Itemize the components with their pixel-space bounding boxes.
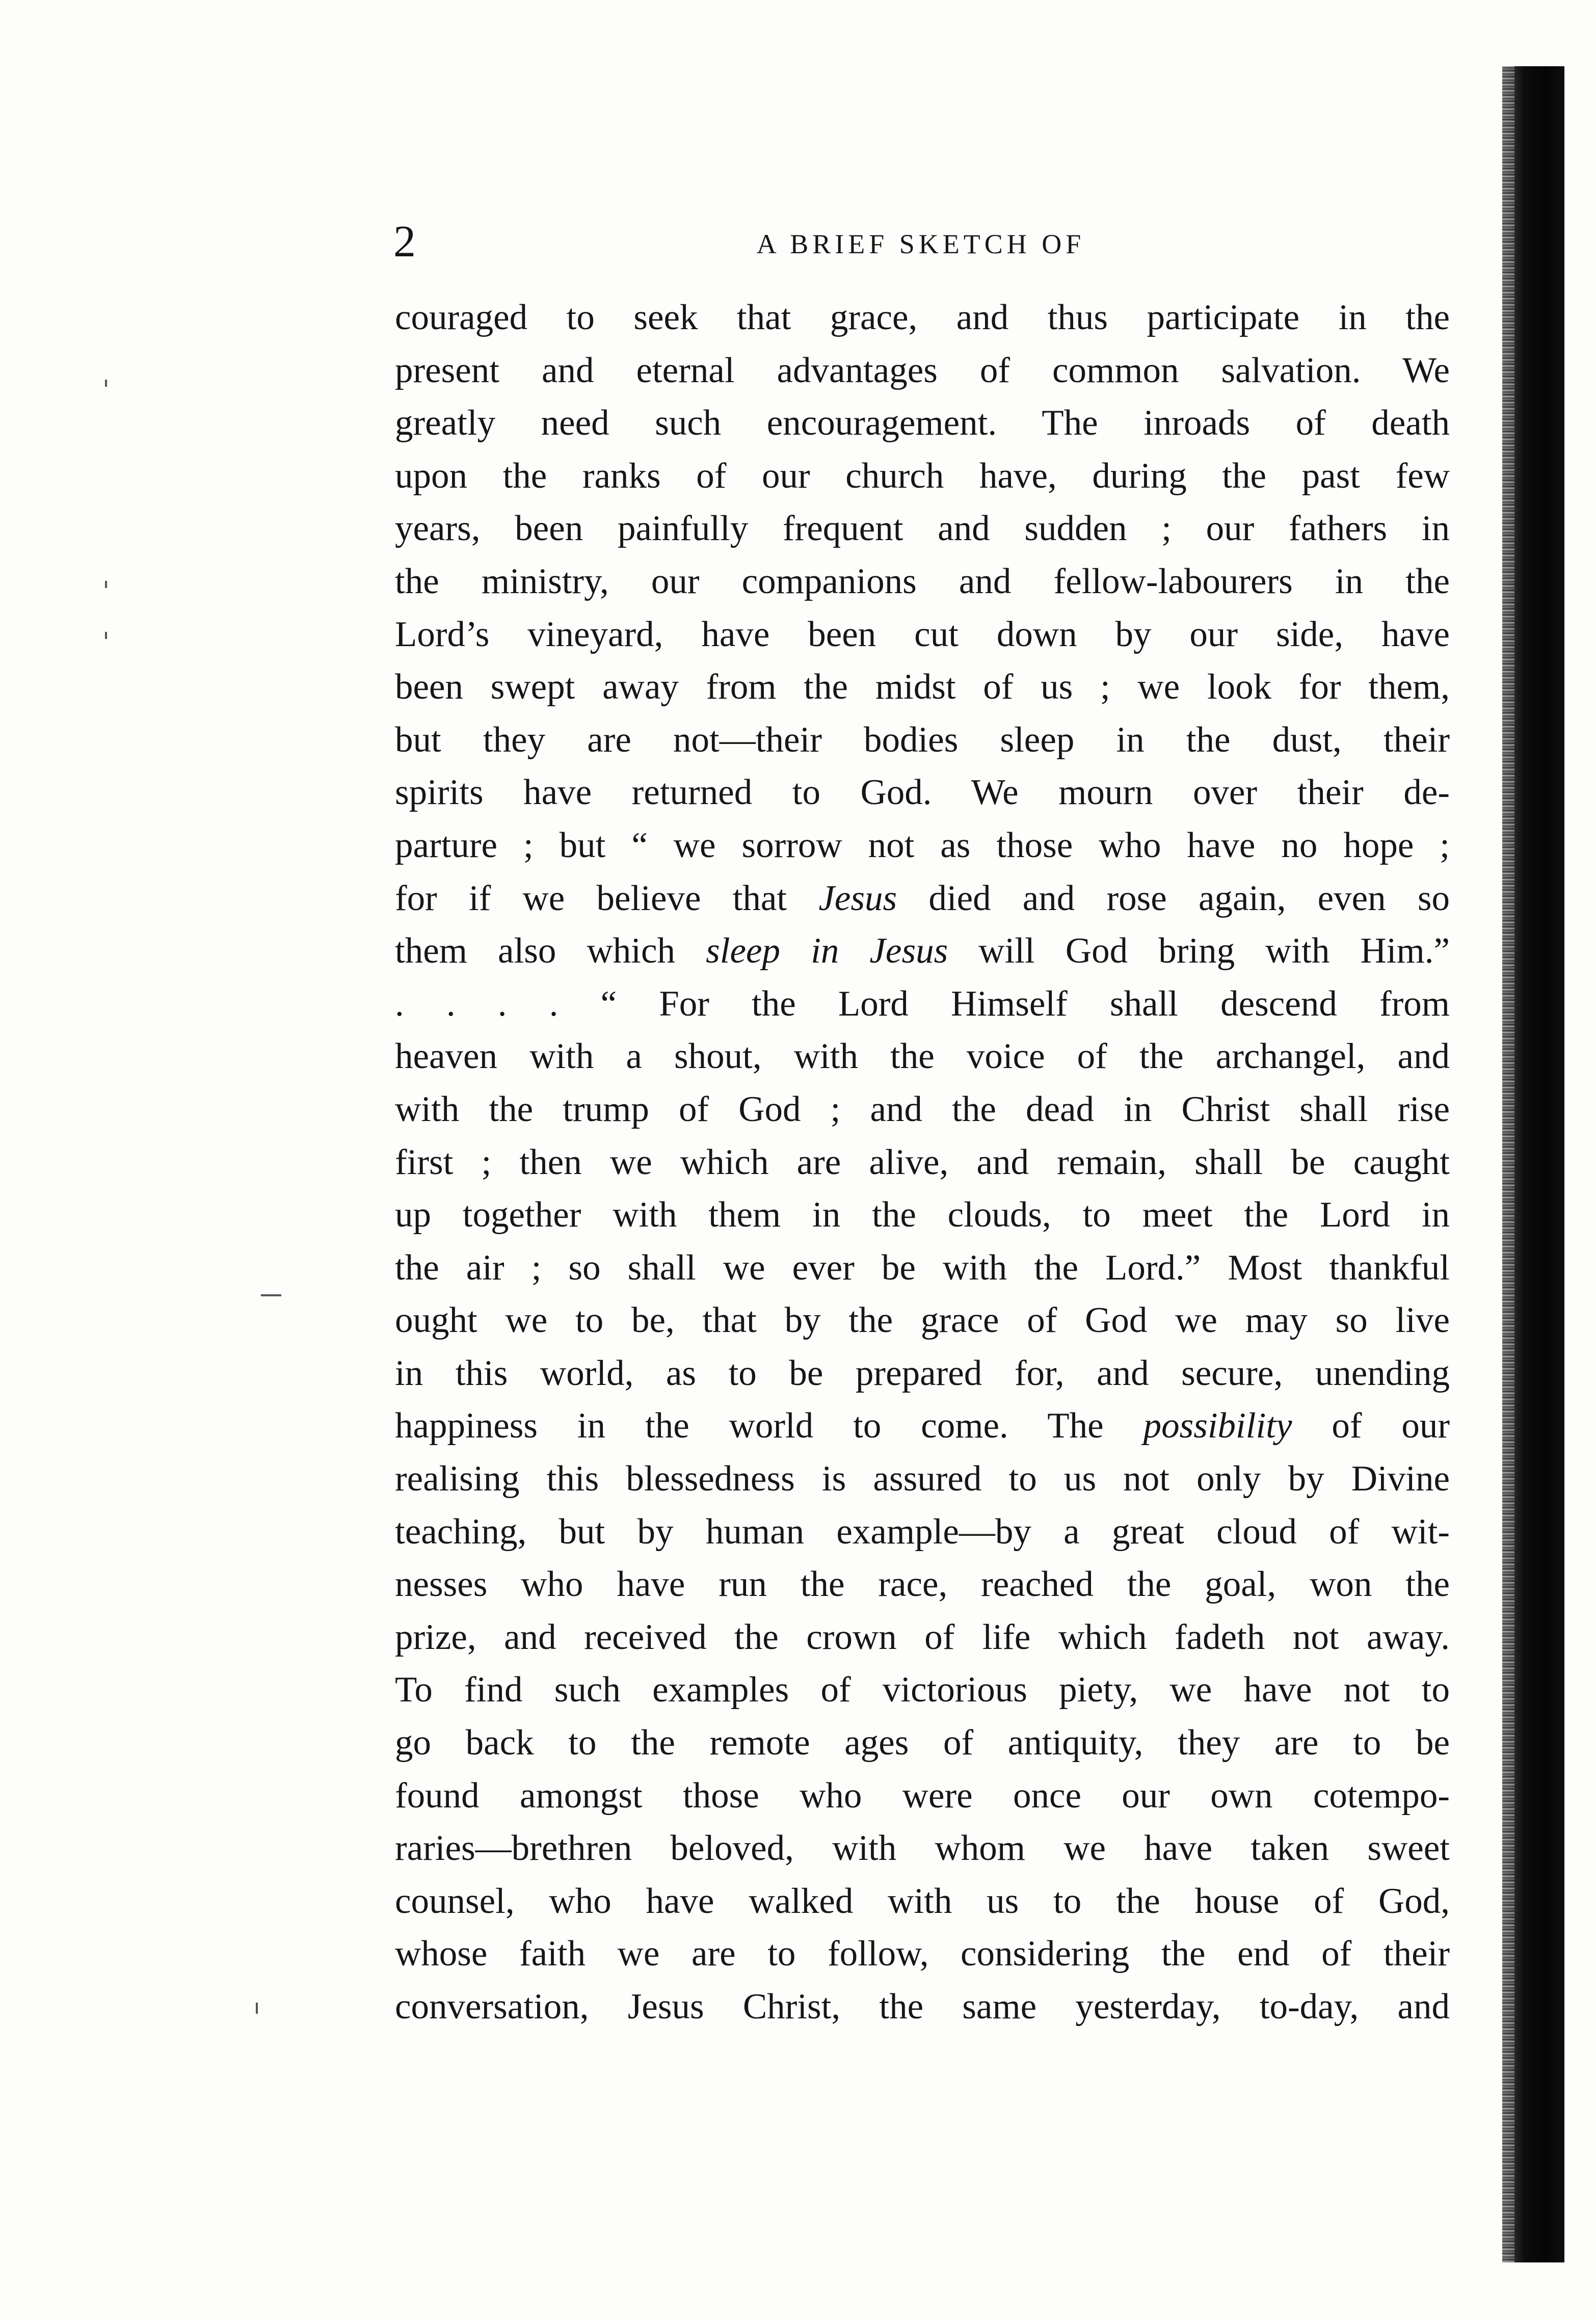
text-line: go back to the remote ages of antiquity, they are to be <box>395 1723 1450 1763</box>
text-line: the air ; so shall we ever be with the Lord.” Most thankful <box>395 1247 1450 1288</box>
text-line: realising this blessedness is assured to us not only by Divine <box>395 1459 1450 1499</box>
margin-speck <box>105 632 107 639</box>
text-line: up together with them in the clouds, to meet the Lord in <box>395 1195 1450 1235</box>
italic-run: possibility <box>1143 1406 1292 1446</box>
margin-speck <box>261 1294 281 1296</box>
text-line: couraged to seek that grace, and thus participate in the <box>395 298 1450 337</box>
text-line: found amongst those who were once our own cotempo- <box>395 1775 1450 1816</box>
text-line <box>395 1400 1450 1453</box>
running-head <box>393 214 1448 270</box>
text-run: died and rose again, even so <box>897 878 1450 918</box>
text-line: been swept away from the midst of us ; we look for them, <box>395 667 1450 707</box>
text-line: first ; then we which are alive, and remain, shall be caught <box>395 1142 1450 1182</box>
text-line: greatly need such encouragement. The inroads of death <box>395 403 1450 443</box>
text-line: but they are not—their bodies sleep in the dust, their <box>395 719 1450 760</box>
text-line: Lord’s vineyard, have been cut down by our side, have <box>395 614 1450 654</box>
text-line: teaching, but by human example—by a great cloud of wit- <box>395 1511 1450 1552</box>
text-line: nesses who have run the race, reached the goal, won the <box>395 1564 1450 1605</box>
text-run: for if we believe that <box>395 878 819 918</box>
italic-run: sleep in Jesus <box>706 931 948 971</box>
text-line: with the trump of God ; and the dead in Christ shall rise <box>395 1089 1450 1129</box>
text-line: raries—brethren beloved, with whom we have taken sweet <box>395 1828 1450 1869</box>
margin-speck <box>256 2003 258 2014</box>
body-text <box>395 291 1450 2034</box>
text-run: them also which <box>395 931 706 971</box>
text-run: of our <box>1292 1406 1450 1446</box>
text-line: upon the ranks of our church have, during the past few <box>395 456 1450 496</box>
text-line: counsel, who have walked with us to the house of God, <box>395 1881 1450 1921</box>
text-line: whose faith we are to follow, considering the end of their <box>395 1934 1450 1974</box>
text-line: To find such examples of victorious piety, we have not to <box>395 1670 1450 1710</box>
text-line: conversation, Jesus Christ, the same yesterday, to-day, and <box>395 1987 1450 2027</box>
text-line: years, been painfully frequent and sudden ; our fathers in <box>395 509 1450 549</box>
margin-speck <box>105 380 107 387</box>
text-line: spirits have returned to God. We mourn over their de- <box>395 772 1450 813</box>
text-line: present and eternal advantages of common salvation. We <box>395 350 1450 390</box>
text-line: in this world, as to be prepared for, and secure, unending <box>395 1353 1450 1393</box>
page-number: 2 <box>393 217 416 266</box>
text-line: prize, and received the crown of life which fadeth not away. <box>395 1617 1450 1657</box>
text-line: parture ; but “ we sorrow not as those who have no hope ; <box>395 825 1450 865</box>
text-line <box>395 872 1450 925</box>
binding-edge-shadow <box>1502 66 1564 2262</box>
text-line: the ministry, our companions and fellow-labourers in the <box>395 561 1450 601</box>
text-line: ought we to be, that by the grace of God we may so live <box>395 1300 1450 1341</box>
text-line: heaven with a shout, with the voice of the archangel, and <box>395 1036 1450 1077</box>
text-line: . . . . “ For the Lord Himself shall descend from <box>395 983 1450 1024</box>
text-line <box>395 925 1450 978</box>
text-run: happiness in the world to come. The <box>395 1406 1143 1446</box>
running-title: A BRIEF SKETCH OF <box>756 229 1085 259</box>
italic-run: Jesus <box>818 878 897 918</box>
text-run: will God bring with Him.” <box>948 931 1450 971</box>
margin-speck <box>105 581 107 588</box>
